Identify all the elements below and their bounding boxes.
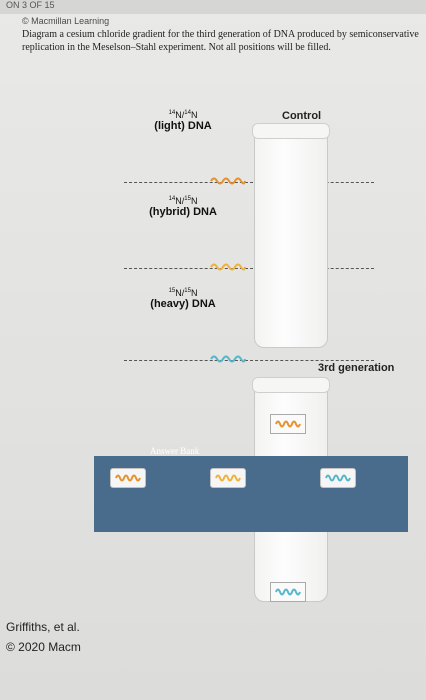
bank-item-light[interactable] — [110, 468, 146, 488]
light-dna-wave-icon — [275, 419, 301, 429]
citation-line-1: Griffiths, et al. — [6, 620, 80, 634]
hybrid-dna-label — [124, 196, 242, 218]
light-guide-line — [124, 182, 374, 183]
heavy-guide-line — [124, 360, 374, 361]
control-hybrid-band-icon — [210, 262, 246, 272]
control-column-title: Control — [282, 110, 322, 122]
third-generation-column-title: 3rd generation — [318, 362, 395, 374]
light-name: (light) DNA — [154, 120, 212, 132]
light-isotope: $^{14}$N/$^{14}$N — [168, 110, 198, 120]
answer-bank-title: Answer Bank — [150, 446, 200, 456]
third-tube-cap — [252, 377, 330, 393]
control-light-band-icon — [210, 176, 246, 186]
heavy-dna-label — [124, 288, 242, 310]
light-wave-icon — [115, 473, 141, 483]
control-heavy-band-icon — [210, 354, 246, 364]
heavy-isotope: $^{15}$N/$^{15}$N — [168, 288, 198, 298]
credit-text: © Macmillan Learning — [22, 16, 110, 26]
hybrid-isotope: $^{14}$N/$^{15}$N — [168, 196, 198, 206]
bank-item-heavy[interactable] — [320, 468, 356, 488]
light-dna-label — [124, 110, 242, 132]
control-tube-cap — [252, 123, 330, 139]
heavy-wave-icon — [325, 473, 351, 483]
hybrid-name: (hybrid) DNA — [149, 206, 217, 218]
third-gen-slot-heavy[interactable] — [270, 582, 306, 602]
top-strip — [0, 0, 426, 14]
heavy-dna-wave-icon — [275, 587, 301, 597]
third-gen-slot-light[interactable] — [270, 414, 306, 434]
instruction-text: Diagram a cesium chloride gradient for the third generation of DNA produced by semiconservative replication in the Meselson–Stahl experiment. Not all positions will be filled. — [22, 29, 419, 53]
hybrid-guide-line — [124, 268, 374, 269]
bank-item-hybrid[interactable] — [210, 468, 246, 488]
heavy-name: (heavy) DNA — [150, 298, 216, 310]
control-tube — [254, 126, 328, 348]
citation-line-2: © 2020 Macm — [6, 640, 81, 654]
page-counter: ON 3 OF 15 — [6, 0, 55, 10]
hybrid-wave-icon — [215, 473, 241, 483]
